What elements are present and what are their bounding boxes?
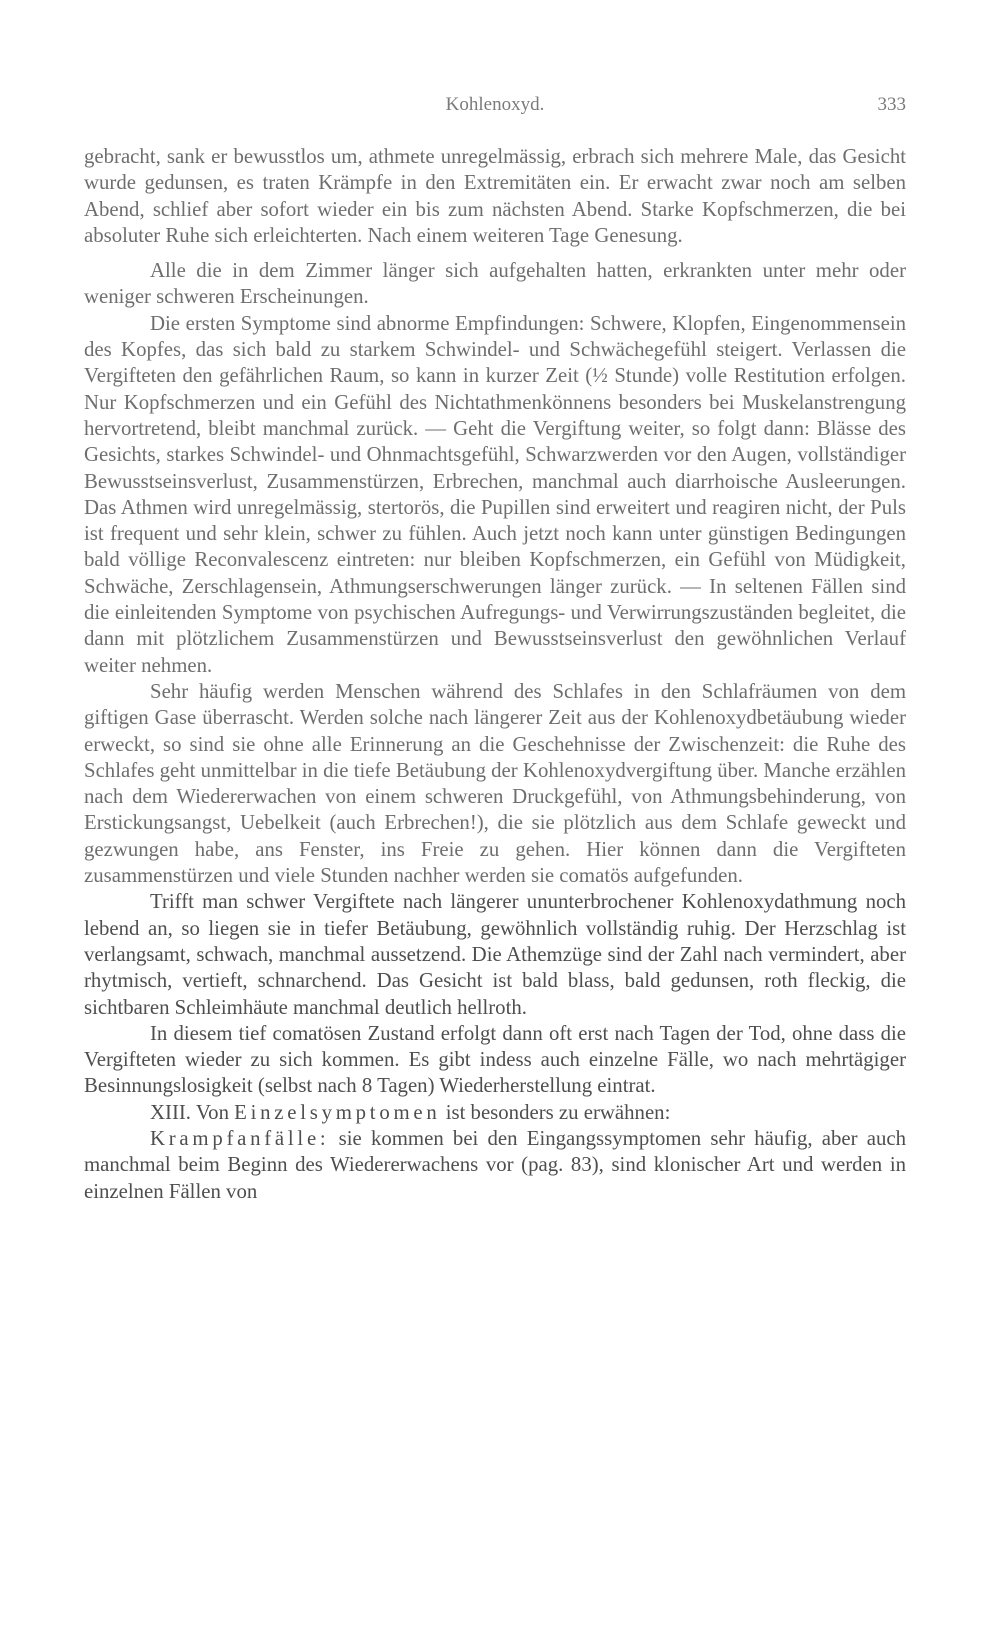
section-rest: ist besonders zu erwähnen: bbox=[445, 1100, 671, 1124]
section-heading-paragraph bbox=[84, 1100, 906, 1126]
running-title: Kohlenoxyd. bbox=[445, 94, 545, 115]
paragraph-3: Die ersten Symptome sind abnorme Empfindungen: Schwere, Klopfen, Eingenommensein des Kopfes, das sich bald zu starkem Schwindel- und Schwächegefühl steigert. Verlassen die Vergifteten den gefährlichen Raum, so kann in kurzer Zeit (½ Stunde) volle Restitution erfolgen. Nur Kopfschmerzen und ein Gefühl des Nichtathmenkönnens besonders bei Muskelanstrengung hervortretend, bleibt manchmal zurück. — Geht die Vergiftung weiter, so folgt dann: Blässe des Gesichts, starkes Schwindel- und Ohnmachtsgefühl, Schwarzwerden vor den Augen, vollständiger Bewusstseinsverlust, Zusammenstürzen, Erbrechen, manchmal auch diarrhoische Ausleerungen. Das Athmen wird unregelmässig, stertorös, die Pupillen sind erweitert und reagiren nicht, der Puls ist frequent und sehr klein, schwer zu fühlen. Auch jetzt noch kann unter günstigen Bedingungen bald völlige Reconvalescenz eintreten: nur bleiben Kopfschmerzen, ein Gefühl von Müdigkeit, Schwäche, Zerschlagensein, Athmungserschwerungen länger zurück. — In seltenen Fällen sind die einleitenden Symptome von psychischen Aufregungs- und Verwirrungszuständen begleitet, die dann mit plötzlichem Zusammenstürzen und Bewusstseinsverlust den gewöhnlichen Verlauf weiter nehmen. bbox=[84, 311, 906, 677]
section-body-paragraph bbox=[84, 1126, 906, 1205]
section-term-2: Krampfanfälle: bbox=[150, 1126, 330, 1150]
paragraph-4: Sehr häufig werden Menschen während des Schlafes in den Schlafräumen von dem giftigen Gase überrascht. Werden solche nach längerer Zeit aus der Kohlenoxydbetäubung wieder erweckt, so sind sie ohne alle Erinnerung an die Geschehnisse der Zwischenzeit: die Ruhe des Schlafes geht unmittelbar in die tiefe Betäubung der Kohlenoxydvergiftung über. Manche erzählen nach dem Wiedererwachen von einem schweren Druckgefühl, von Athmungsbehinderung, von Erstickungsangst, Uebelkeit (auch Erbrechen!), die sie plötzlich aus dem Schlafe geweckt und gezwungen habe, ans Fenster, ins Freie zu gehen. Hier können dann die Vergifteten zusammenstürzen und viele Stunden nachher werden sie comatös aufgefunden. bbox=[84, 679, 906, 888]
paragraph-2: Alle die in dem Zimmer länger sich aufgehalten hatten, erkrankten unter mehr oder weniger schweren Erscheinungen. bbox=[84, 259, 906, 309]
page-number: 333 bbox=[877, 94, 906, 115]
body-text bbox=[84, 144, 906, 1205]
section-numeral: XIII. bbox=[150, 1100, 191, 1124]
book-page bbox=[84, 88, 906, 1205]
section-text-2: sie kommen bei den Eingangssymptomen sehr häufig, aber auch manchmal beim Beginn des Wiedererwachens vor (pag. 83), sind klonischer Art und werden in einzelnen Fällen von bbox=[84, 1126, 906, 1203]
paragraph-5: Trifft man schwer Vergiftete nach längerer ununterbrochener Kohlenoxydathmung noch lebend an, so liegen sie in tiefer Betäubung, gewöhnlich vollständig ruhig. Der Herzschlag ist verlangsamt, schwach, manchmal aussetzend. Die Athemzüge sind der Zahl nach vermindert, aber rhytmisch, vertieft, schnarchend. Das Gesicht ist bald blass, bald gedunsen, roth fleckig, die sichtbaren Schleimhäute manchmal deutlich hellroth. bbox=[84, 890, 906, 1019]
paragraph-6: In diesem tief comatösen Zustand erfolgt dann oft erst nach Tagen der Tod, ohne dass die Vergifteten wieder zu sich kommen. Es gibt indess auch einzelne Fälle, wo nach mehrtägiger Besinnungslosigkeit (selbst nach 8 Tagen) Wiederherstellung eintrat. bbox=[84, 1021, 906, 1098]
section-term: Einzelsymptomen bbox=[234, 1100, 441, 1124]
page-header bbox=[84, 88, 906, 118]
paragraph-1: gebracht, sank er bewusstlos um, athmete unregelmässig, erbrach sich mehrere Male, das Gesicht wurde gedunsen, es traten Krämpfe in den Extremitäten ein. Er erwacht zwar noch am selben Abend, schlief aber sofort wieder ein bis zum nächsten Abend. Starke Kopfschmerzen, die bei absoluter Ruhe sich erleichterten. Nach einem weiteren Tage Genesung. bbox=[84, 145, 906, 247]
section-prefix: Von bbox=[195, 1100, 229, 1124]
